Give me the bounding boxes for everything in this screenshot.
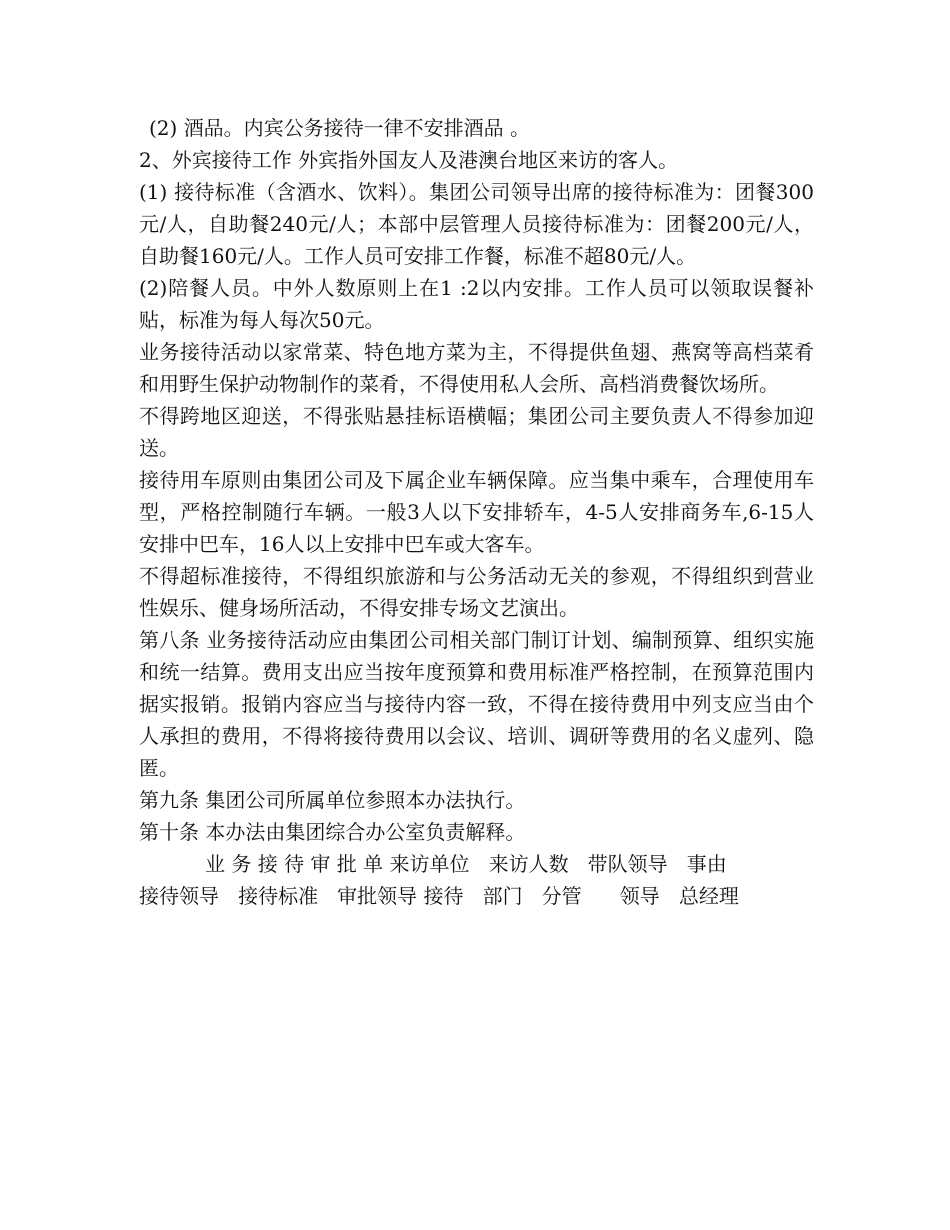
paragraph-article-8: 第八条 业务接待活动应由集团公司相关部门制订计划、编制预算、组织实施和统一结算。费用支出应当按年度预算和费用标准严格控制，在预算范围内据实报销。报销内容应当与接待内容一致，不得在接待费用中列支应当由个人承担的费用，不得将接待费用以会议、培训、调研等费用的名义虚列、隐匿。 [139, 628, 814, 780]
paragraph-accompanying-staff: (2)陪餐人员。中外人数原则上在1 :2以内安排。工作人员可以领取误餐补贴，标准为每人每次50元。 [139, 276, 814, 332]
document-body [139, 112, 814, 912]
paragraph-vehicles: 接待用车原则由集团公司及下属企业车辆保障。应当集中乘车，合理使用车型，严格控制随行车辆。一般3人以下安排轿车，4-5人安排商务车,6-15人安排中巴车，16人以上安排中巴车或大客车。 [139, 468, 814, 556]
paragraph-over-standard: 不得超标准接待，不得组织旅游和与公务活动无关的参观，不得组织到营业性娱乐、健身场所活动，不得安排专场文艺演出。 [139, 564, 814, 620]
paragraph-foreign-guests-heading: 2、外宾接待工作 外宾指外国友人及港澳台地区来访的客人。 [139, 148, 679, 172]
approval-form-line-2: 接待领导 接待标准 审批领导 接待 部门 分管 领导 总经理 [139, 884, 739, 908]
paragraph-wine: (2) 酒品。内宾公务接待一律不安排酒品 。 [149, 116, 531, 140]
paragraph-reception-standard: (1) 接待标准（含酒水、饮料）。集团公司领导出席的接待标准为：团餐300元/人，自助餐240元/人；本部中层管理人员接待标准为：团餐200元/人，自助餐160元/人。工作人员可安排工作餐，标准不超80元/人。 [139, 180, 814, 268]
paragraph-dishes: 业务接待活动以家常菜、特色地方菜为主，不得提供鱼翅、燕窝等高档菜肴和用野生保护动物制作的菜肴，不得使用私人会所、高档消费餐饮场所。 [139, 340, 814, 396]
paragraph-article-9: 第九条 集团公司所属单位参照本办法执行。 [139, 788, 526, 812]
approval-form-line-1: 业 务 接 待 审 批 单 来访单位 来访人数 带队领导 事由 [205, 852, 727, 876]
paragraph-article-10: 第十条 本办法由集团综合办公室负责解释。 [139, 820, 526, 844]
paragraph-welcome-send-off: 不得跨地区迎送，不得张贴悬挂标语横幅；集团公司主要负责人不得参加迎送。 [139, 404, 814, 460]
